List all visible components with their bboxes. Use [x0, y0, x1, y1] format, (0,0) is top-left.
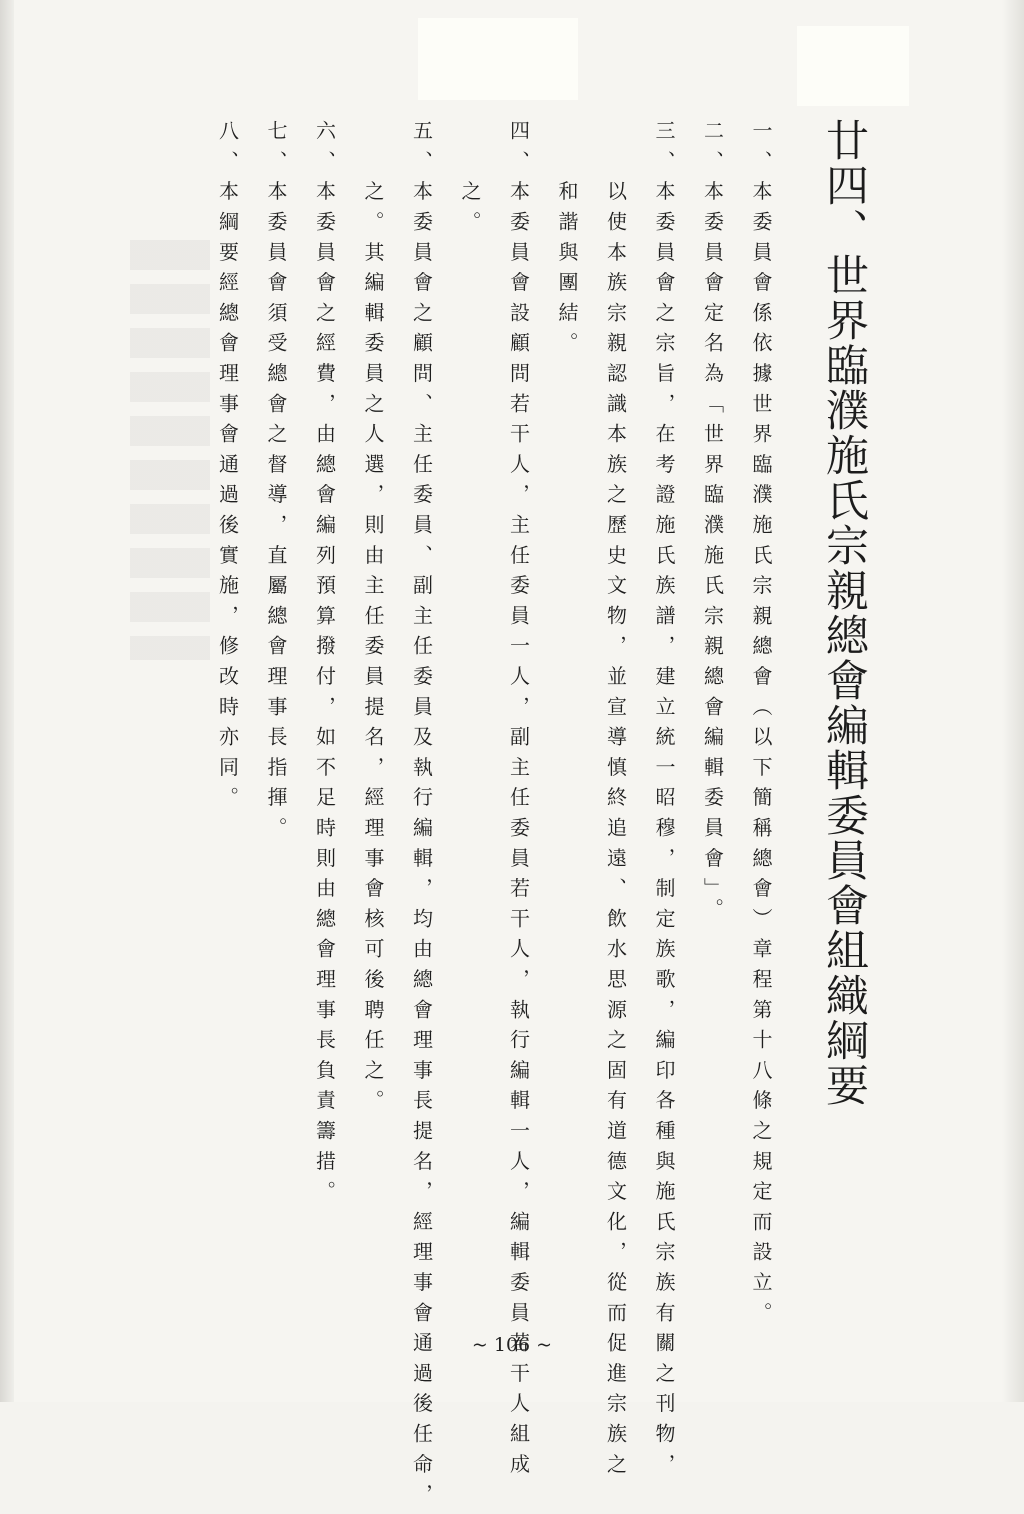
article-3-line-2: 以使本族宗親認識本族之歷史文物，並宣導慎終追遠、飲水思源之固有道德文化，從而促進宗族之: [603, 120, 628, 1484]
article-3-line-3: 和諧與團結。: [555, 120, 579, 363]
article-8-line-1: 八、本綱要經總會理事會通過後實施，修改時亦同。: [215, 120, 240, 817]
page-left-edge: [0, 0, 14, 1402]
article-5-line-1: 五、本委員會之顧問、主任委員、副主任委員及執行編輯，均由總會理事長提名，經理事會通過後任命，: [409, 120, 434, 1514]
document-title: 廿四、世界臨濮施氏宗親總會編輯委員會組織綱要: [819, 118, 869, 1108]
article-4-line-2: 之。: [458, 120, 482, 242]
correction-patch: [797, 26, 909, 106]
page-number: ~ 106 ~: [471, 1334, 553, 1356]
article-1-line-1: 一、本委員會係依據世界臨濮施氏宗親總會（以下簡稱總會）章程第十八條之規定而設立。: [749, 120, 773, 1332]
article-2-line-1: 二、本委員會定名為「世界臨濮施氏宗親總會編輯委員會」。: [700, 120, 725, 929]
page-right-edge: [1002, 0, 1024, 1402]
article-7-line-1: 七、本委員會須受總會之督導，直屬總會理事長指揮。: [264, 120, 288, 848]
correction-patch: [418, 18, 578, 100]
article-5-line-2: 之。其編輯委員之人選，則由主任委員提名，經理事會核可後聘任之。: [361, 120, 385, 1120]
articles-body: [215, 120, 785, 1514]
article-4-line-1: 四、本委員會設顧問若干人，主任委員一人，副主任委員若干人，執行編輯一人，編輯委員若干人組成: [506, 120, 531, 1484]
article-3-line-1: 三、本委員會之宗旨，在考證施氏族譜，建立統一昭穆，制定族歌，編印各種與施氏宗族有關之刊物，: [652, 120, 676, 1484]
article-6-line-1: 六、本委員會之經費，由總會編列預算撥付，如不足時則由總會理事長負責籌措。: [312, 120, 337, 1211]
bleed-through-shadow: [130, 240, 210, 660]
